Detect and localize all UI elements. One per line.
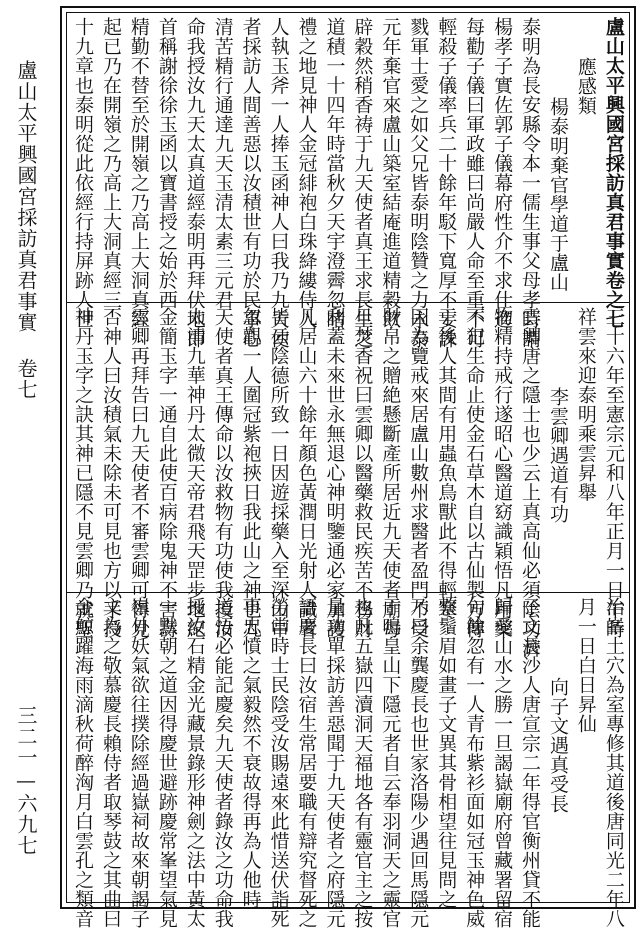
top-band-column: 戮軍士愛之如父兄皆泰明陰贊之力永泰 bbox=[407, 17, 430, 349]
bot-band-column: 整鬚眉如畫子文異其骨相望往見問之 bbox=[435, 596, 458, 909]
middle-register-columns bbox=[67, 303, 629, 658]
top-band-column: 楊泰明棄官學道于盧山 bbox=[546, 97, 569, 292]
top-band-column: 禮之地見神人金冠緋袍白珠絳縷侍人 bbox=[295, 17, 318, 329]
top-band-column: 辟穀然稍香祷于九天使者真王求長生之 bbox=[351, 17, 374, 349]
mid-band-column: 天使者真王傳命以汝救物有功使我授汝 bbox=[211, 306, 234, 639]
middle-register bbox=[67, 303, 629, 658]
bot-band-column: 月一日白日昇仙 bbox=[574, 596, 597, 734]
mid-band-column: 三十六年至憲宗元和八年正月一日午時 bbox=[602, 306, 625, 639]
bot-band-column: 歸愛山水之勝一旦謁嶽廟府曾藏署留宿 bbox=[491, 596, 514, 928]
mid-band-column: 雲卿再拜告曰九天使者不審雲卿可得見 bbox=[127, 306, 150, 639]
bot-band-column: 嶺外妖氣欲往撲除經過嶽祠故來朝謁子 bbox=[127, 596, 150, 928]
top-band-column: 十九章也泰明從此依經行持屏跡人世 bbox=[72, 17, 94, 329]
bot-band-column: 治峯土穴為室專修其道後唐同光二年八 bbox=[602, 596, 625, 928]
mid-band-column: 因為覽戒來居盧山數州求醫者盈門不受 bbox=[407, 306, 430, 639]
mid-band-column: 雲卿唐之隱士也少云上真高仙必須陰功濟 bbox=[519, 306, 541, 658]
mid-band-column: 忽觀一人圍冠紫袍挾日我此山之神也九 bbox=[239, 306, 262, 639]
top-band-column: 命我授汝九天太真道經泰明再拜伏地即 bbox=[183, 17, 206, 349]
mid-band-column: 李雲卿遇道有功 bbox=[546, 386, 569, 524]
bot-band-column: 量功單採訪善惡聞于九天使者之府隱元 bbox=[323, 596, 346, 928]
mid-band-column: 凡居山六十餘年顏色黃潤日光射人識者 bbox=[295, 306, 318, 639]
mid-band-column: 神丹玉字之訣其神已隱不見雲卿乃就聖 bbox=[72, 306, 94, 639]
top-band-column: 盧山太平興國宮採訪真君事實卷之七 bbox=[602, 17, 625, 329]
mid-band-column: 旦焚香祝曰雲卿以醫藥救民疾苦不務財 bbox=[351, 306, 374, 639]
top-band-column: 元年棄官來盧山築室結庵進道精穀飲 bbox=[379, 17, 402, 329]
bottom-register-columns bbox=[67, 593, 629, 928]
top-band-column: 楊孝子實佐郭子儀幕府性介不求仕進 bbox=[491, 17, 514, 329]
top-band-column: 輕殺子儀率兵二十餘年駁下寬厚不妄誅 bbox=[435, 17, 458, 349]
top-band-column: 泰明為長安縣令本一儒生事父母孝時謂 bbox=[519, 17, 541, 349]
mid-band-column: 皆云陰德所致一日因遊採藥入至深山中 bbox=[267, 306, 290, 639]
bot-band-column: 文為之敬慕慶長賴侍者取琴鼓之其曲曰 bbox=[99, 596, 122, 928]
mid-band-column: 太清九華神丹太微天帝君飛天罡步地紀 bbox=[183, 306, 206, 639]
mid-band-column: 于後人其間有用蟲魚鳥獸此不得輕寒 bbox=[435, 306, 458, 619]
top-band-column: 應感類 bbox=[574, 57, 597, 116]
mid-band-column: 物精持戒行遂昭心醫道窈識穎悟凡用藥 bbox=[491, 306, 514, 639]
mid-band-column: 否神人曰汝積氣未除未可見也方以手授 bbox=[99, 306, 122, 639]
bot-band-column: 金鯨躍海雨滴秋荷醉洶月白雲孔之類音 bbox=[72, 596, 94, 928]
page-inner-frame bbox=[66, 12, 630, 928]
top-register bbox=[67, 13, 629, 349]
bot-band-column: 一默朝之道因得慶世避跡慶常峯望氣見 bbox=[155, 596, 178, 928]
mid-band-column: 不犯生命止使金石草木自以古仙製方傳 bbox=[463, 306, 486, 639]
top-band-column: 者採訪人間善惡以汝積世有功於民事心 bbox=[239, 17, 262, 349]
bot-band-column: 于鳴皇山下隱元者自云奉羽洞天之靈官 bbox=[379, 596, 402, 928]
mid-band-column: 金簡玉字一通自此使百病除鬼神不害壽 bbox=[155, 306, 178, 639]
bot-band-column: 事忠憤之氣毅然不衰故得再為人他時 bbox=[239, 596, 262, 909]
margin-column bbox=[8, 0, 48, 913]
top-band-column: 清苦精行通達九天玉清太素三元君 bbox=[211, 17, 234, 310]
top-band-column: 道積一十四年時當秋夕天宇澄霽忽睹 bbox=[323, 17, 346, 329]
bottom-register bbox=[67, 593, 629, 928]
top-band-column: 起已乃在開嶺之乃高上大洞真經三 bbox=[99, 17, 122, 310]
bot-band-column: 授汝石精金光藏景錄形神劍之法中黃太 bbox=[183, 596, 206, 928]
margin-book-title: 盧山太平興國宮採訪真君事實 卷七 bbox=[14, 60, 38, 400]
mid-band-column: 利蓋未來世永無退心神明鑒通必家加護 bbox=[323, 306, 346, 639]
top-band-column: 人執玉斧一人捧玉函神人曰我乃九天使 bbox=[267, 17, 290, 349]
mid-band-column: 祥雲來迎泰明乘雲昇舉 bbox=[574, 306, 597, 502]
bot-band-column: 道悟必能記慶矣九天使者錄汝之功命我 bbox=[211, 596, 234, 928]
top-band-column: 精勤不替至於開嶺之乃高上大洞真經 bbox=[127, 17, 150, 329]
bot-band-column: 語慶長曰汝宿生常居要職有辯究督死之 bbox=[295, 596, 318, 928]
bot-band-column: 向子文遇真受長 bbox=[546, 676, 569, 814]
bot-band-column: 旬餘忽有一人青布紫衫面如冠玉神色威 bbox=[463, 596, 486, 928]
margin-page-number: 三二一—六九七 bbox=[14, 705, 38, 856]
bot-band-column: 子文長沙人唐宣宗二年得官衡州貸不能 bbox=[519, 596, 541, 928]
bot-band-column: 勞當時士民陰受汝賜遠來此惜送伏詣死 bbox=[267, 596, 290, 928]
top-register-columns bbox=[67, 13, 629, 349]
mid-band-column: 財帛之贈絶懸斷產所居近九天使者廟每 bbox=[379, 306, 402, 639]
top-band-column: 首稱謝徐徐玉函以寶書授之始於西 bbox=[155, 17, 178, 310]
page-frame bbox=[60, 6, 636, 928]
bot-band-column: 乃曰余龔慶長也世家洛陽少遇回馬隱元 bbox=[407, 596, 430, 928]
bot-band-column: 也凡五嶽四瀆洞天福地各有靈官主之按 bbox=[351, 596, 374, 928]
top-band-column: 每勸子儀曰軍政雖曰尚嚴人命至重不可 bbox=[463, 17, 486, 349]
